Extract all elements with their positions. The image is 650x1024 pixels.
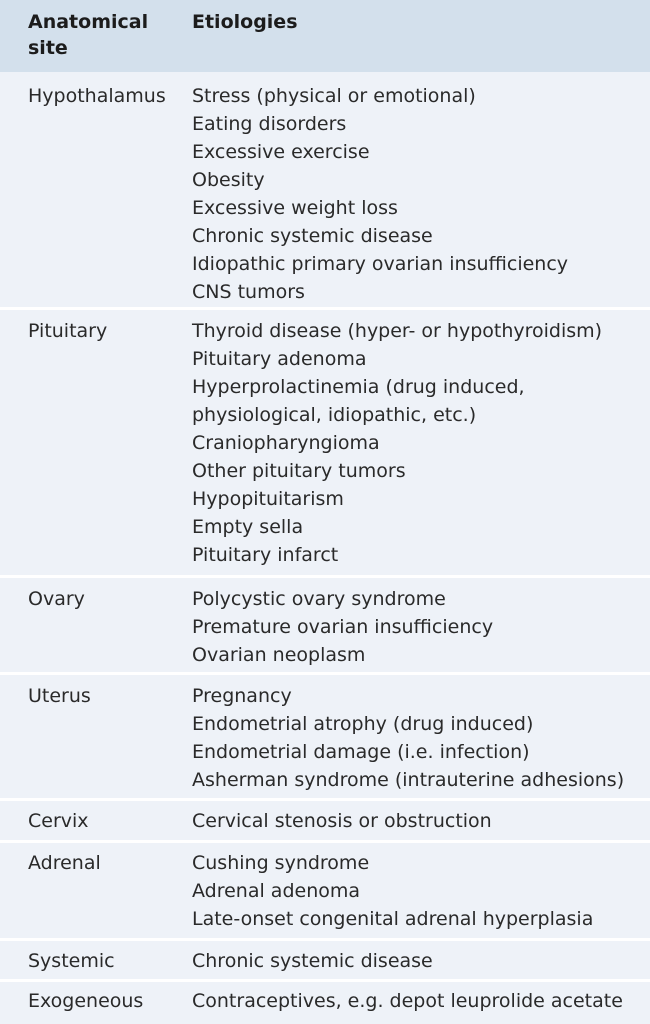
table-row <box>0 982 650 1024</box>
etiology-item: Craniopharyngioma <box>192 432 380 454</box>
etiology-item: Premature ovarian insufficiency <box>192 616 494 638</box>
table-row <box>0 72 650 310</box>
etiology-item: Chronic systemic disease <box>192 950 433 972</box>
row-etiologies <box>190 807 650 840</box>
etiology-item: Chronic systemic disease <box>192 225 433 247</box>
row-site: Hypothalamus <box>28 85 166 107</box>
row-site: Ovary <box>28 588 85 610</box>
row-site: Systemic <box>28 950 115 972</box>
etiology-item: Pregnancy <box>192 685 292 707</box>
etiology-item: Endometrial atrophy (drug induced) <box>192 713 534 735</box>
row-etiologies <box>190 82 650 307</box>
row-site: Uterus <box>28 685 91 707</box>
etiology-item: Hyperprolactinemia (drug induced, <box>192 376 525 398</box>
etiology-item: Obesity <box>192 169 265 191</box>
etiology-item: Cervical stenosis or obstruction <box>192 810 492 832</box>
table-row <box>0 941 650 982</box>
row-etiologies <box>190 987 650 1024</box>
etiology-item: Excessive exercise <box>192 141 370 163</box>
table-row <box>0 675 650 801</box>
etiology-item: Cushing syndrome <box>192 852 370 874</box>
etiology-item: Pituitary infarct <box>192 544 339 566</box>
row-site: Exogeneous <box>28 990 144 1012</box>
table-row <box>0 578 650 675</box>
etiology-item: Late-onset congenital adrenal hyperplasia <box>192 908 594 930</box>
row-etiologies <box>190 317 650 575</box>
table-header <box>0 0 650 72</box>
row-site: Adrenal <box>28 852 101 874</box>
etiology-item: Idiopathic primary ovarian insufficiency <box>192 253 569 275</box>
row-etiologies <box>190 682 650 798</box>
etiology-item: Asherman syndrome (intrauterine adhesions) <box>192 769 625 791</box>
table-row <box>0 801 650 843</box>
etiology-item: Hypopituitarism <box>192 488 344 510</box>
header-anatomical-site: Anatomical site <box>28 11 149 59</box>
etiology-item: Polycystic ovary syndrome <box>192 588 446 610</box>
etiology-item: Eating disorders <box>192 113 347 135</box>
etiology-item: Stress (physical or emotional) <box>192 85 476 107</box>
header-etiologies: Etiologies <box>192 11 298 33</box>
etiology-item: Thyroid disease (hyper- or hypothyroidism) <box>192 320 603 342</box>
table-row <box>0 310 650 578</box>
row-etiologies <box>190 585 650 672</box>
etiology-item: Ovarian neoplasm <box>192 644 366 666</box>
etiology-item: Contraceptives, e.g. depot leuprolide acetate <box>192 990 623 1012</box>
etiology-item: CNS tumors <box>192 281 305 303</box>
etiology-item: physiological, idiopathic, etc.) <box>192 404 477 426</box>
etiology-item: Adrenal adenoma <box>192 880 361 902</box>
row-site: Pituitary <box>28 320 108 342</box>
row-site: Cervix <box>28 810 89 832</box>
etiology-item: Other pituitary tumors <box>192 460 406 482</box>
row-etiologies <box>190 849 650 938</box>
etiology-item: Empty sella <box>192 516 304 538</box>
etiology-item: Pituitary adenoma <box>192 348 367 370</box>
etiology-item: Excessive weight loss <box>192 197 398 219</box>
etiology-item: Endometrial damage (i.e. infection) <box>192 741 530 763</box>
table-row <box>0 843 650 941</box>
row-etiologies <box>190 947 650 979</box>
